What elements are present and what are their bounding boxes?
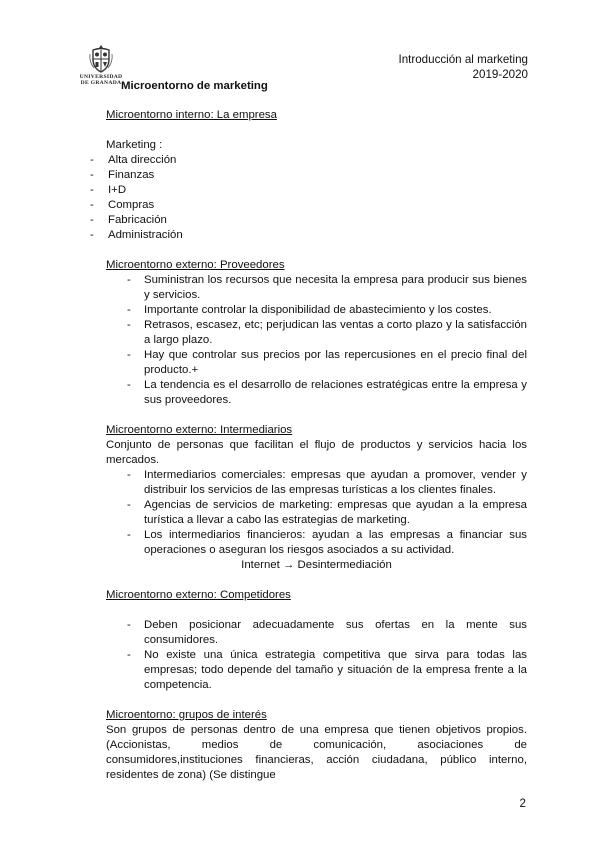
interest-groups-heading: Microentorno: grupos de interés	[106, 709, 267, 721]
suppliers-list	[90, 273, 527, 408]
suppliers-heading: Microentorno externo: Proveedores	[106, 259, 285, 271]
logo-text	[75, 74, 127, 86]
intermediaries-list	[90, 468, 527, 558]
crest-icon	[88, 44, 114, 74]
list-item: - Importante controlar la disponibilidad de abastecimiento y los costes.	[144, 303, 527, 318]
list-item: - Intermediarios comerciales: empresas que ayudan a promover, vender y distribuir los servicios de las empresas turísticas a los clientes finales.	[144, 468, 527, 498]
document-body	[90, 108, 527, 783]
internal-heading: Microentorno interno: La empresa	[106, 109, 277, 121]
competitors-heading: Microentorno externo: Competidores	[106, 589, 291, 601]
list-item: - La tendencia es el desarrollo de relaciones estratégicas entre la empresa y sus proveedores.	[144, 378, 527, 408]
intermediaries-note: Internet → Desintermediación	[241, 559, 392, 571]
competitors-list	[90, 618, 527, 693]
course-year: 2019-2020	[472, 68, 528, 81]
internal-intro: Marketing :	[106, 139, 163, 151]
list-item: - Fabricación	[90, 213, 527, 228]
page-header	[398, 52, 528, 82]
interest-groups-text: Son grupos de personas dentro de una empresa que tienen objetivos propios. (Accionistas, medios de comunicación, asociaciones de consumidores,instituciones financieras, acción ciudadana, público interno, residentes de zona) (Se distingue	[106, 724, 527, 781]
internal-list	[90, 153, 527, 243]
list-item: - I+D	[90, 183, 527, 198]
list-item: - Compras	[90, 198, 527, 213]
logo-line-1: UNIVERSIDAD	[79, 74, 123, 80]
list-item: - Hay que controlar sus precios por las repercusiones en el precio final del producto.+	[144, 348, 527, 378]
university-logo	[75, 44, 127, 90]
list-item: - Deben posicionar adecuadamente sus ofertas en la mente sus consumidores.	[144, 618, 527, 648]
intermediaries-heading: Microentorno externo: Intermediarios	[106, 424, 293, 436]
course-title: Introducción al marketing	[398, 53, 528, 66]
list-item: - Agencias de servicios de marketing: empresas que ayudan a la empresa turística a llevar a cabo las estrategias de marketing.	[144, 498, 527, 528]
list-item: - Finanzas	[90, 168, 527, 183]
logo-line-2: DE GRANADA	[80, 80, 122, 86]
page-number: 2	[519, 797, 526, 810]
list-item: - Retrasos, escasez, etc; perjudican las ventas a corto plazo y la satisfacción a largo plazo.	[144, 318, 527, 348]
list-item: - Alta dirección	[90, 153, 527, 168]
list-item: - Suministran los recursos que necesita la empresa para producir sus bienes y servicios.	[144, 273, 527, 303]
list-item: - Administración	[90, 228, 527, 243]
intermediaries-intro: Conjunto de personas que facilitan el flujo de productos y servicios hacia los mercados.	[106, 439, 527, 466]
list-item: - No existe una única estrategia competitiva que sirva para todas las empresas; todo depende del tamaño y situación de la empresa frente a la competencia.	[144, 648, 527, 693]
list-item: - Los intermediarios financieros: ayudan a las empresas a financiar sus operaciones o aseguran los riesgos asociados a su actividad.	[144, 528, 527, 558]
page-title: Microentorno de marketing	[121, 80, 268, 92]
